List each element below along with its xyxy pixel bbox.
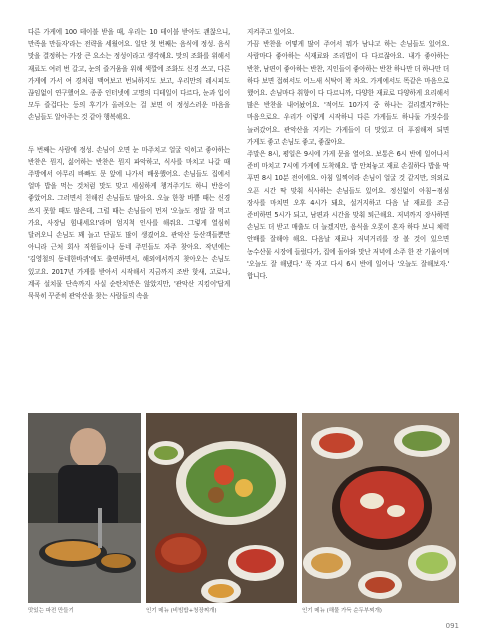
right-paragraph-2: 가끔 반찬을 어떻게 많이 주어서 뭐가 남냐고 하는 손님들도 있어요. 사람마다 좋아하는 식재료와 조리법이 다 다르잖아요. 내가 좋아하는 반찬, 남편이 좋아하는 반찬, 지인들이 좋아하는 반찬 하나만 더 하나만 더 하다 보면 접혀서도 어느새 식탁이 꽉 차요. 가게에서도 똑같은 마음으로 했어요. 손님마다 취향이 다 다르니까, 다양한 재료로 다양하게 요리해서 많은 반찬을 내어놨어요. '적어도 10가지 중 하나는 걸리겠지?'하는 마음으로요. 우리가 이렇게 시작하니 다른 가게들도 하나둘 가짓수를 늘려갔어요. 관악산을 지키는 가게들이 더 맛있고 더 푸짐해져 되면 가게도 좋고 손님도 좋고, 좋잖아요.	[247, 40, 449, 146]
caption-sundubu: 인기 메뉴 (해물 가득 순두부찌개)	[302, 608, 382, 614]
left-paragraph-1: 다른 가게에 100 테이블 받을 때, 우리는 10 테이블 받아도 괜찮으니, 만족을 만들자'라는 전략을 세웠어요. 일단 첫 번째는 음식에 정성. 음식 맛을 결정하는 가장 큰 요소는 정성이라고 생각해요. 맛의 조화를 위해서 재료도 여러 번 갈고, 눈의 즐거움을 위해 색깔에 조화도 신경 쓰고, 다른 가게에 가서 여 경처럼 맥여보고 번뇌하지도 보고, 우리만의 레시피도 끊임없이 연구했어요. 종종 인터넷에 고명의 디테일이 다르다, 눈과 입이 모두 즐겁다는 등의 후기가 올려오는 걸 보면 이 정성스러운 마음을 손님들도 알아주는 것 같아 행복해요.	[28, 28, 230, 122]
sundubu-meal-photo	[302, 413, 459, 603]
right-column	[247, 26, 449, 282]
photo-strip	[28, 413, 459, 603]
right-paragraph-3: 주말은 8시, 평일은 9시에 가게 문을 열어요. 보통은 6시 반에 일어나서 준비 마치고 7시에 가게에 도착해요. 밥 안쳐놓고 재료 손질하다 밥을 딱 푸면 8시 10분 전이에요. 아침 일찍이라 손님이 얼굴 것 같지만, 의외로 오픈 시간 딱 맞춰 식사하는 손님들도 있어요. 정신없이 아침~점심 장사를 마치면 오후 4시가 돼요, 설거지하고 다음 날 재료를 조금 준비하면 5시가 되고, 남편과 시간을 맞춰 퇴근해요. 저녁까지 장사하면 손님도 더 받고 매출도 더 늘겠지만, 음식을 오롯이 혼자 하다 보니 체력 안배를 잘해야 해요. 다음날 재료나 저녁거리를 장 볼 것이 있으면 농수산물 시장에 들렀다가, 집에 돌아와 맛난 저녁에 소주 한 잔 기울이며 '오늘도 잘 해냈다.' 푹 자고 다시 6시 반에 일어나 '오늘도 잘해보자.' 합니다.	[247, 150, 449, 281]
caption-bibimbap: 인기 메뉴 (비빔밥+청장찌개)	[146, 608, 217, 614]
caption-pajeon: 맛있는 파전 만들기	[28, 608, 74, 614]
right-paragraph-1: 지켜주고 있어요.	[247, 28, 294, 36]
page-number: 091	[445, 622, 459, 630]
left-paragraph-2: 두 번째는 사람에 정성. 손님이 오면 눈 마주치고 얼굴 익히고 좋아하는 반찬은 뭔지, 싫어하는 반찬은 뭔지 파악하고, 식사를 마치고 나갈 때 주방에서 아무리 바빠도 문 앞에 나가서 배웅했어요. 손님들도 집에서 얼마 밥을 먹는 것처럼 맛도 맞고 세심하게 챙겨주기도 하니 반응이 좋았어요. 그러면서 친해진 손님들도 많아요. 오늘 한창 바쁠 때는 신경 쓰지 못할 때도 많은데, 그럴 때는 손님들이 먼저 '오늘도 정말 잘 먹고 가요, 사장님 힘내세요!'라며 엄지척 인사를 해줘요. 그렇게 열심히 달려오니 손님도 꽤 늘고 단골도 많이 생겼어요. 관악산 등산객들뿐만 아니라 근처 회사 직원들이나 동네 주민들도 자주 찾아요. 작년에는 '김영철의 동네한바퀴'에도 출연하면서, 해외에서까지 찾아오는 손님도 있고요. 2017년 가게를 받아서 시작해서 지금까지 조반 핫새, 고로나, 계곡 설치물 단속까지 사실 순탄치만은 않았지만, '관악산 지킴이'답게 묵묵히 꾸준히 관악산을 찾는 사람들의 속을	[28, 145, 230, 301]
pajeon-cooking-photo	[28, 413, 141, 603]
bibimbap-meal-photo	[146, 413, 297, 603]
left-column	[28, 26, 230, 302]
